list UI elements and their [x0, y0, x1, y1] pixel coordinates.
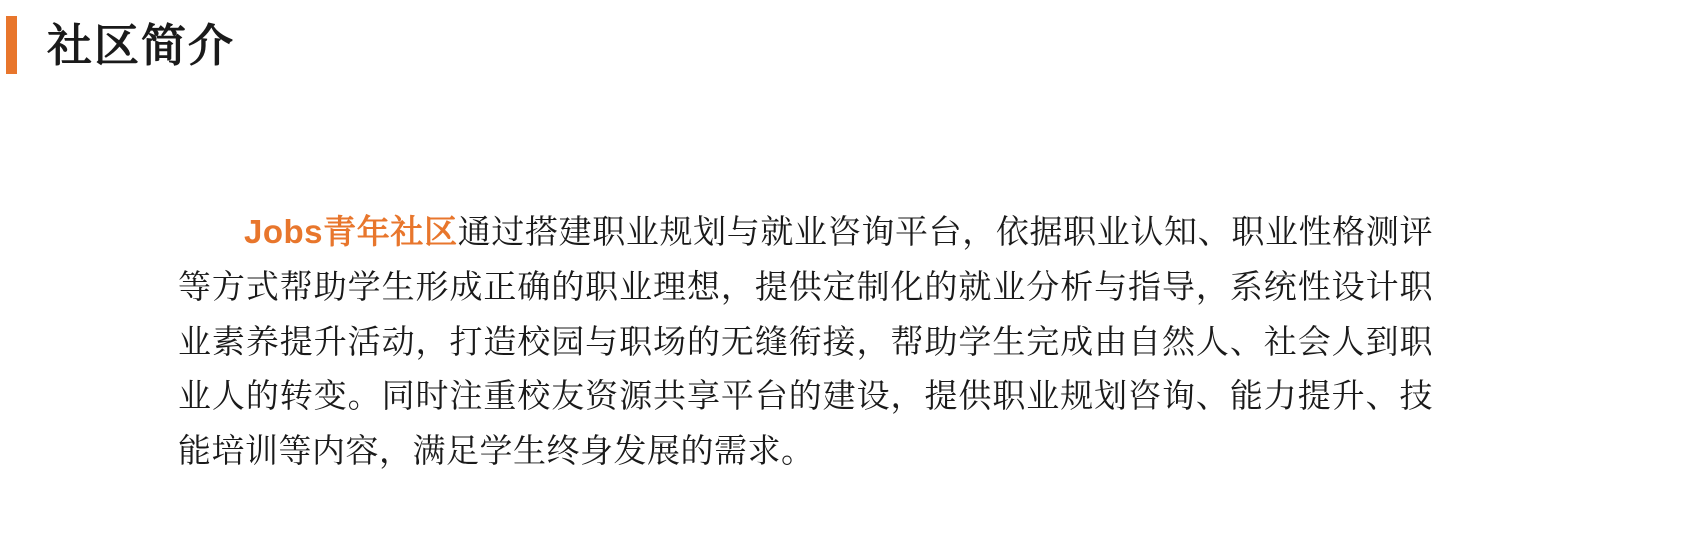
body-text-block — [178, 205, 1433, 479]
body-paragraph — [178, 205, 1433, 479]
section-heading — [0, 16, 235, 74]
brand-name-highlight: Jobs青年社区 — [244, 213, 458, 250]
heading-accent-bar — [6, 16, 17, 74]
body-paragraph-text: 通过搭建职业规划与就业咨询平台，依据职业认知、职业性格测评等方式帮助学生形成正确的职业理想，提供定制化的就业分析与指导，系统性设计职业素养提升活动，打造校园与职场的无缝衔接，帮助学生完成由自然人、社会人到职业人的转变。同时注重校友资源共享平台的建设，提供职业规划咨询、能力提升、技能培训等内容，满足学生终身发展的需求。 — [178, 213, 1433, 470]
page-title: 社区简介 — [47, 19, 236, 71]
